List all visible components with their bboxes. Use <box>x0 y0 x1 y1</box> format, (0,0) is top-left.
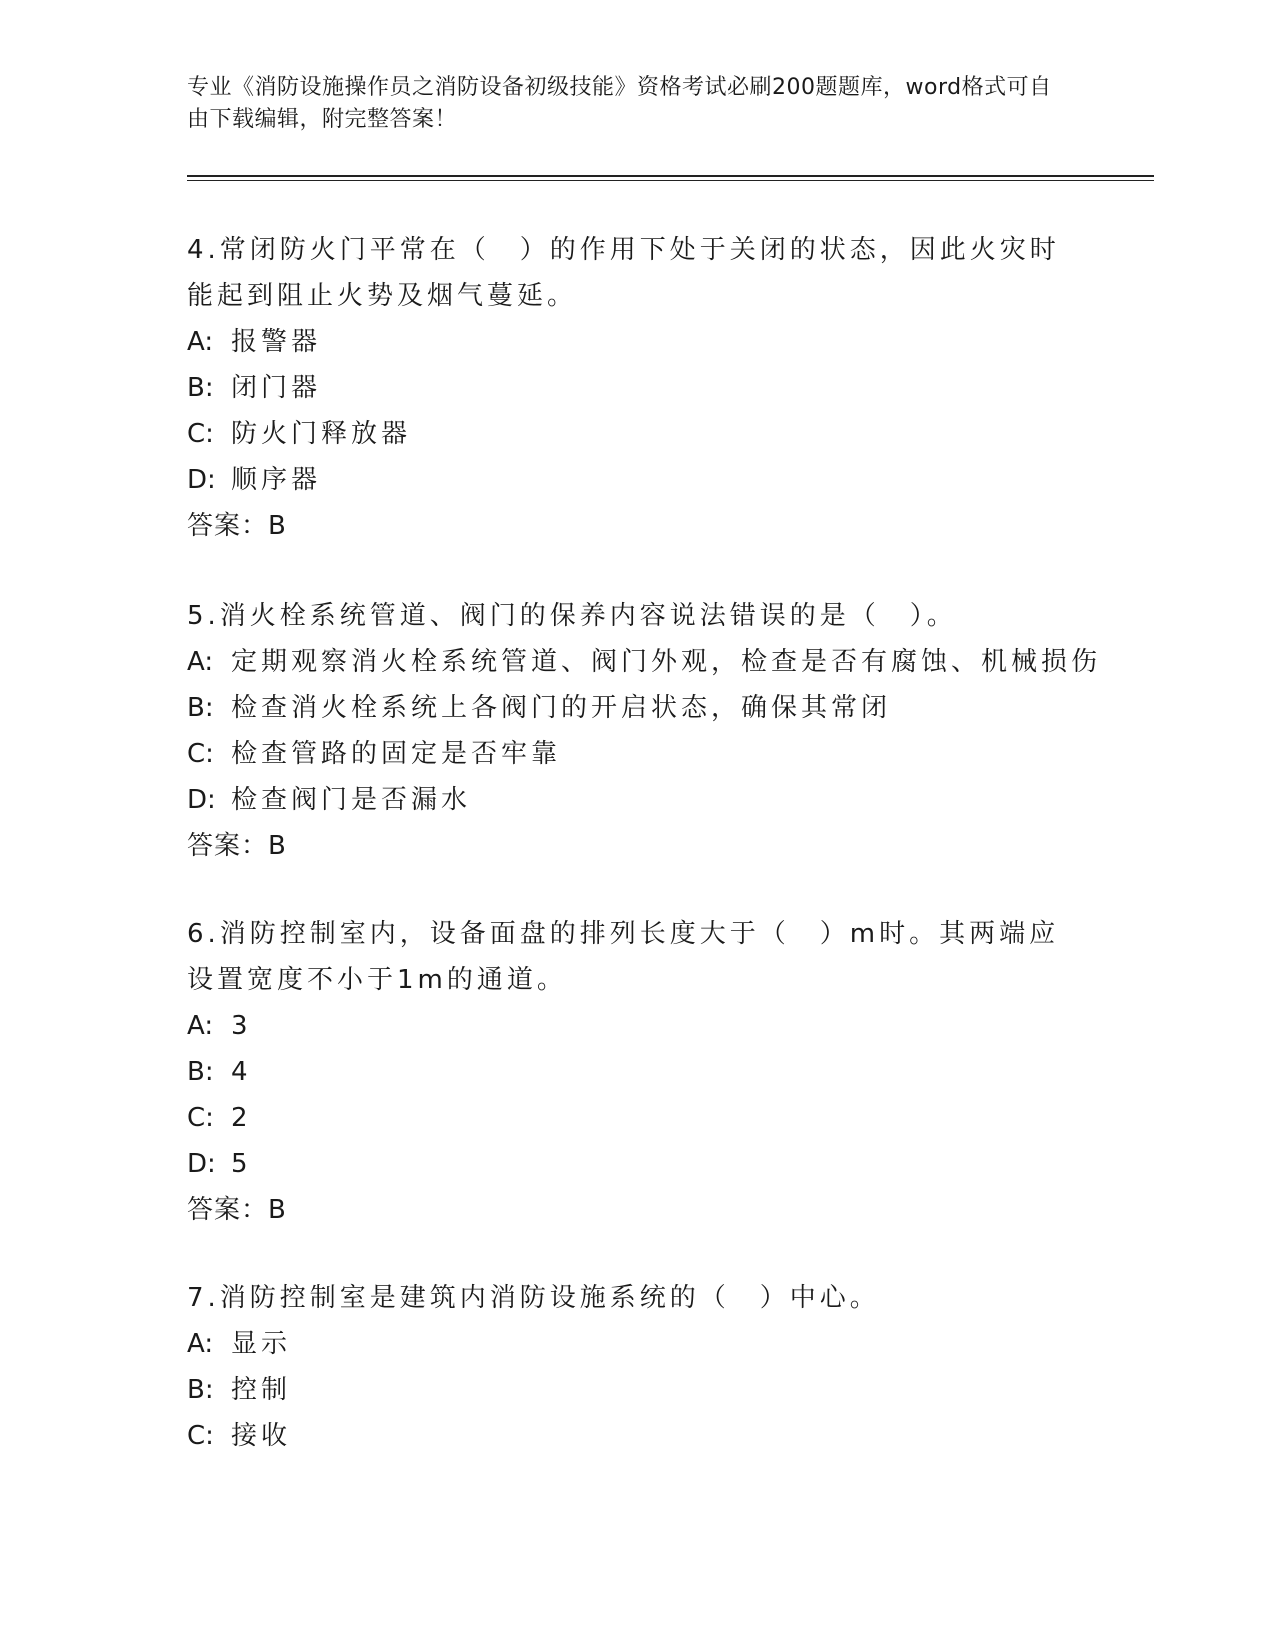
question-5 <box>187 593 1102 869</box>
option-key: A: <box>187 1329 214 1359</box>
option-text: 检查管路的固定是否牢靠 <box>231 739 562 769</box>
option-b <box>187 365 1087 411</box>
option-key: B: <box>187 373 214 403</box>
option-text: 3 <box>231 1011 252 1041</box>
option-key: D: <box>187 785 216 815</box>
option-b <box>187 685 1087 731</box>
option-key: D: <box>187 1149 216 1179</box>
option-a <box>187 319 1087 365</box>
answer: 答案：B <box>187 831 287 861</box>
option-text: 顺序器 <box>231 465 322 495</box>
option-key: B: <box>187 1057 214 1087</box>
option-key: B: <box>187 1375 214 1405</box>
option-key: C: <box>187 419 214 449</box>
option-d <box>187 457 1087 503</box>
answer: 答案：B <box>187 511 287 541</box>
option-key: C: <box>187 1103 214 1133</box>
option-text: 检查消火栓系统上各阀门的开启状态，确保其常闭 <box>231 693 892 723</box>
option-text: 定期观察消火栓系统管道、阀门外观，检查是否有腐蚀、机械损伤 <box>231 647 1102 677</box>
option-text: 检查阀门是否漏水 <box>231 785 472 815</box>
question-stem: 7.消防控制室是建筑内消防设施系统的（ ）中心。 <box>187 1283 880 1313</box>
option-key: C: <box>187 739 214 769</box>
answer: 答案：B <box>187 1195 287 1225</box>
option-text: 2 <box>231 1103 252 1133</box>
option-text: 4 <box>231 1057 252 1087</box>
option-b <box>187 1367 1087 1413</box>
question-6 <box>187 911 1087 1233</box>
option-a <box>187 1321 1087 1367</box>
question-stem: 5.消火栓系统管道、阀门的保养内容说法错误的是（ ）。 <box>187 601 957 631</box>
option-text: 闭门器 <box>231 373 322 403</box>
question-7 <box>187 1275 1087 1459</box>
option-key: C: <box>187 1421 214 1451</box>
option-text: 防火门释放器 <box>231 419 412 449</box>
option-key: B: <box>187 693 214 723</box>
option-key: A: <box>187 327 214 357</box>
header-divider <box>187 175 1154 181</box>
option-text: 接收 <box>231 1421 292 1451</box>
option-text: 控制 <box>231 1375 292 1405</box>
option-d <box>187 1141 1087 1187</box>
option-key: A: <box>187 1011 214 1041</box>
option-key: A: <box>187 647 214 677</box>
question-stem: 6.消防控制室内，设备面盘的排列长度大于（ ）m时。其两端应设置宽度不小于1m的通道。 <box>187 919 1060 995</box>
option-text: 显示 <box>231 1329 292 1359</box>
option-text: 5 <box>231 1149 252 1179</box>
option-b <box>187 1049 1087 1095</box>
option-a <box>187 639 1102 685</box>
option-c <box>187 1413 1087 1459</box>
page-header: 专业《消防设施操作员之消防设备初级技能》资格考试必刷200题题库，word格式可自由下载编辑，附完整答案！ <box>187 75 1052 132</box>
option-key: D: <box>187 465 216 495</box>
option-c <box>187 1095 1087 1141</box>
option-text: 报警器 <box>231 327 322 357</box>
option-d <box>187 777 1087 823</box>
option-a <box>187 1003 1087 1049</box>
question-4 <box>187 227 1087 549</box>
option-c <box>187 731 1087 777</box>
question-stem: 4.常闭防火门平常在（ ）的作用下处于关闭的状态，因此火灾时能起到阻止火势及烟气蔓延。 <box>187 235 1060 311</box>
option-c <box>187 411 1087 457</box>
